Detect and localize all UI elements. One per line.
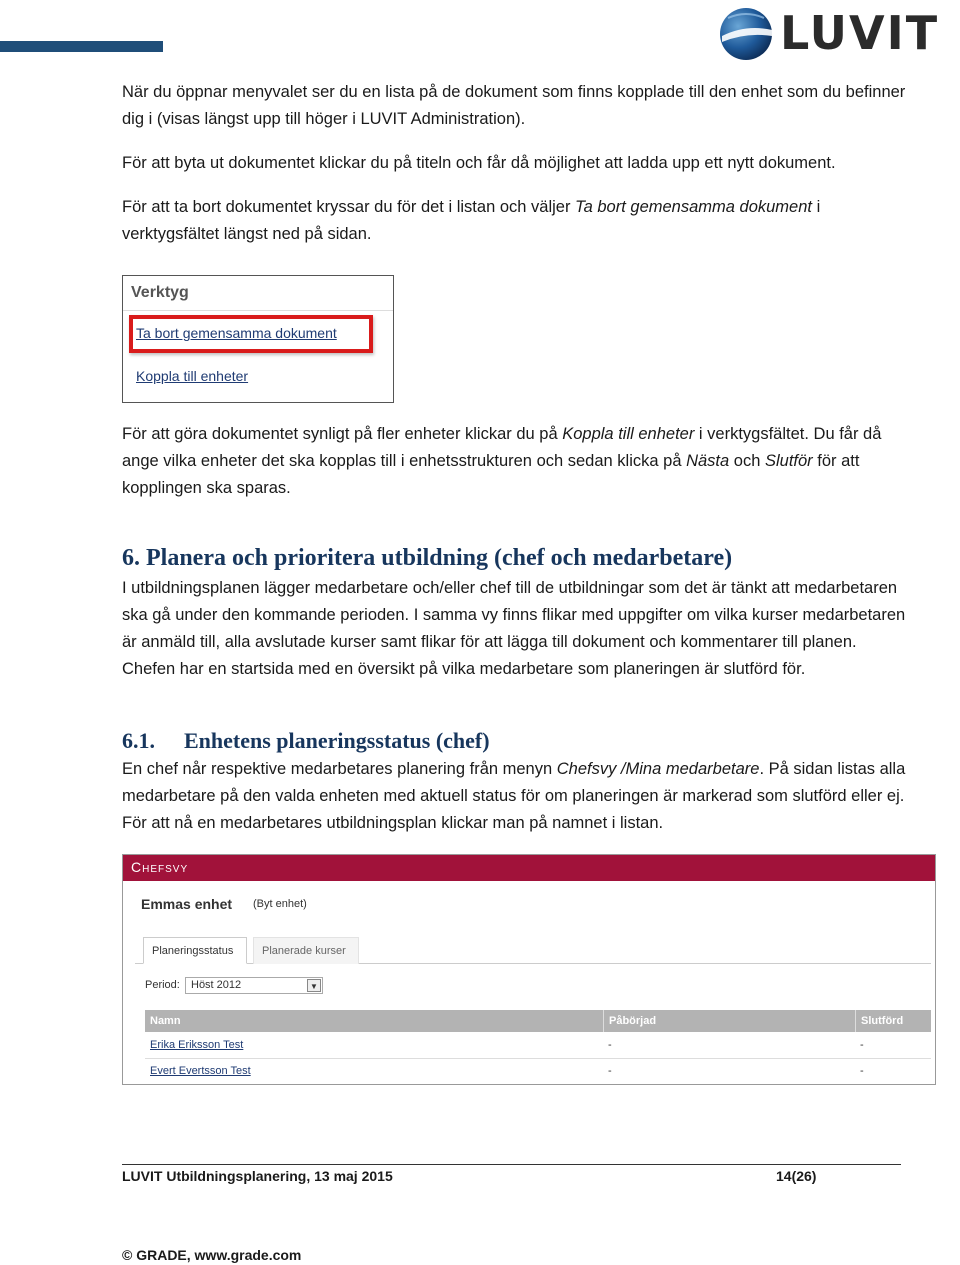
column-header-name[interactable]: Namn bbox=[150, 1015, 181, 1027]
paragraph-training-plan: I utbildningsplanen lägger medarbetare och/eller chef till de utbildningar som det är tänkt att medarbetaren ska gå under den kommande perioden. I samma vy finns flikar med uppgifter om vilka kurser medarbetaren är anmäld till, alla avslutade kurser samt flikar för att lägga till dokument och kommentarer till planen. Chefen har en startsida med en översikt på vilka medarbetare som planeringen är slutförd för. bbox=[122, 579, 906, 678]
finished-cell: - bbox=[860, 1039, 864, 1051]
tools-screenshot bbox=[122, 275, 394, 403]
luvit-logo bbox=[718, 4, 958, 64]
period-value: Höst 2012 bbox=[191, 979, 242, 991]
section-heading-6-1: 6.1. Enhetens planeringsstatus (chef) bbox=[122, 728, 490, 753]
period-select[interactable] bbox=[185, 977, 323, 994]
chefsvy-screenshot bbox=[122, 854, 936, 1085]
section-heading-6: 6. Planera och prioritera utbildning (chef och medarbetare) bbox=[122, 545, 733, 571]
page-number: 14(26) bbox=[776, 1168, 817, 1184]
remove-shared-documents-link[interactable]: Ta bort gemensamma dokument bbox=[136, 325, 337, 341]
logo-text: LUVIT bbox=[780, 6, 940, 60]
employee-name-link[interactable]: Evert Evertsson Test bbox=[150, 1065, 251, 1077]
tab-planerade-kurser[interactable]: Planerade kurser bbox=[253, 937, 359, 964]
paragraph-connect-units: För att göra dokumentet synligt på fler enheter klickar du på Koppla till enheter i verktygsfältet. Du får då ange vilka enheter det ska kopplas till i enhetsstrukturen och sedan klicka på Nästa och Slutför för att kopplingen ska sparas. bbox=[122, 425, 882, 497]
chefsvy-header-bar bbox=[123, 855, 935, 881]
connect-units-link[interactable]: Koppla till enheter bbox=[136, 368, 249, 384]
change-unit-link[interactable]: (Byt enhet) bbox=[253, 898, 307, 910]
finished-cell: - bbox=[860, 1065, 864, 1077]
paragraph-planning-status: En chef når respektive medarbetares planering från menyn Chefsvy /Mina medarbetare. På sidan listas alla medarbetare på den valda enheten med aktuell status för om planeringen är markerad som slutförd eller ej. För att nå en medarbetares utbildningsplan klickar man på namnet i listan. bbox=[122, 760, 906, 832]
started-cell: - bbox=[608, 1065, 612, 1077]
divider bbox=[123, 310, 393, 311]
tools-heading: Verktyg bbox=[131, 284, 189, 301]
table-header bbox=[145, 1010, 931, 1032]
tab-planeringsstatus[interactable]: Planeringsstatus bbox=[143, 937, 247, 964]
globe-icon bbox=[718, 6, 774, 62]
chefsvy-title: Chefsvy bbox=[131, 859, 189, 875]
employee-name-link[interactable]: Erika Eriksson Test bbox=[150, 1039, 244, 1051]
footer-divider bbox=[122, 1164, 901, 1165]
unit-name: Emmas enhet bbox=[141, 896, 233, 912]
chevron-down-icon[interactable]: ▼ bbox=[307, 979, 321, 992]
started-cell: - bbox=[608, 1039, 612, 1051]
header-accent-bar bbox=[0, 41, 163, 52]
period-label: Period: bbox=[145, 979, 180, 991]
table-row bbox=[145, 1059, 931, 1085]
paragraph-document-list: När du öppnar menyvalet ser du en lista på de dokument som finns kopplade till den enhet som du befinner dig i (visas längst upp till höger i LUVIT Administration). bbox=[122, 83, 906, 128]
copyright-text: © GRADE, www.grade.com bbox=[122, 1247, 302, 1263]
paragraph-replace-document: För att byta ut dokumentet klickar du på titeln och får då möjlighet att ladda upp ett nytt dokument. bbox=[122, 154, 836, 172]
paragraph-remove-document: För att ta bort dokumentet kryssar du för det i listan och väljer Ta bort gemensamma dokument i verktygsfältet längst ned på sidan. bbox=[122, 198, 821, 243]
column-header-finished[interactable]: Slutförd bbox=[855, 1010, 931, 1032]
column-header-started[interactable]: Påbörjad bbox=[603, 1010, 855, 1032]
footer-document-title: LUVIT Utbildningsplanering, 13 maj 2015 bbox=[122, 1168, 393, 1184]
table-row bbox=[145, 1033, 931, 1059]
